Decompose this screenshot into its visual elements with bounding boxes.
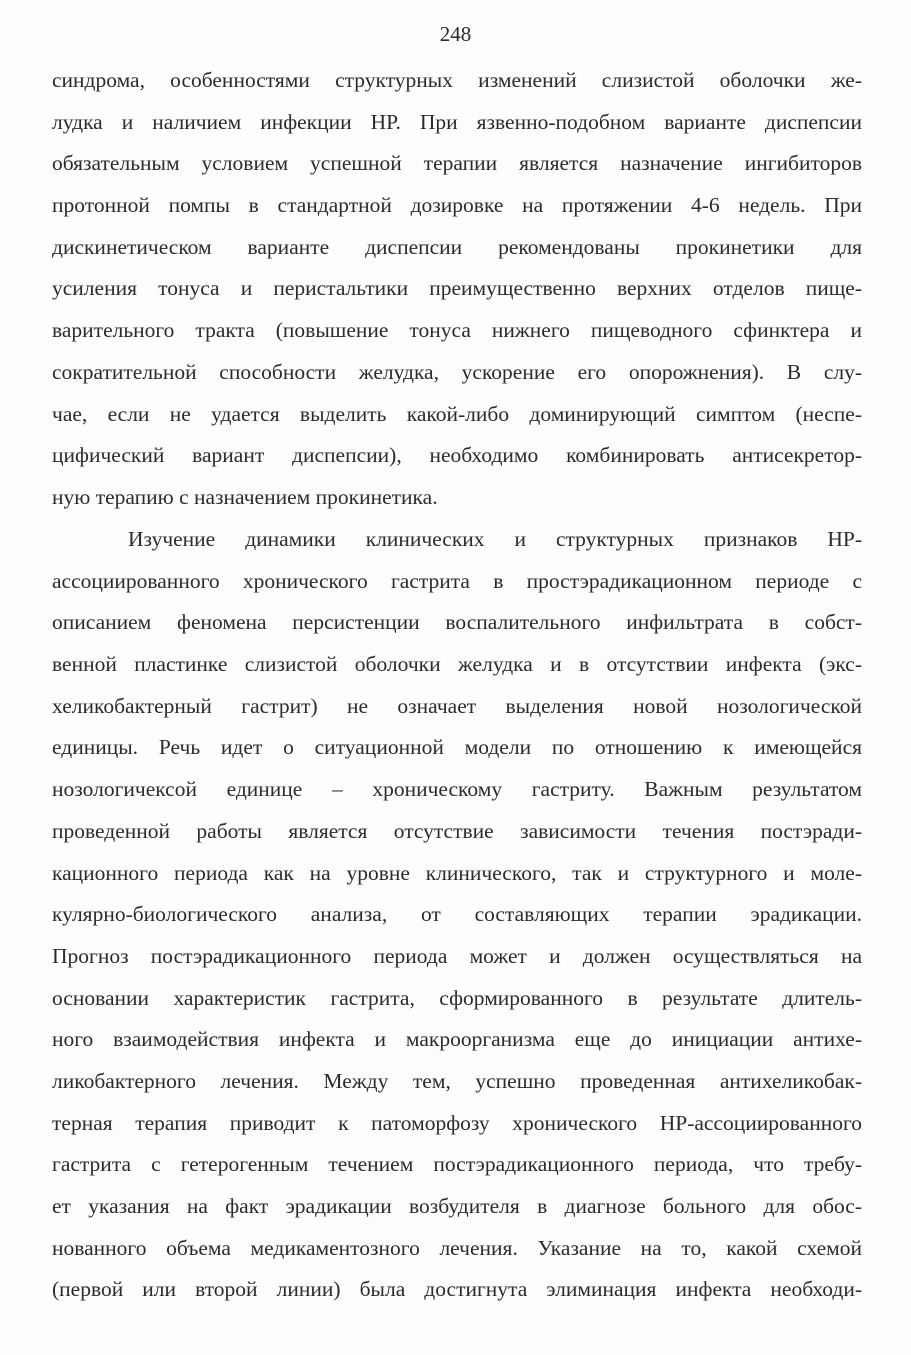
text-line: сократительной способности желудка, ускорение его опорожнения). В слу- [52, 359, 862, 384]
text-line: кационного периода как на уровне клинического, так и структурного и моле- [52, 860, 862, 885]
text-line: основании характеристик гастрита, сформированного в результате длитель- [52, 985, 862, 1010]
text-line: описанием феномена персистенции воспалительного инфильтрата в собст- [52, 610, 862, 635]
text-line: гастрита с гетерогенным течением постэрадикационного периода, что требу- [52, 1152, 862, 1177]
text-line: обязательным условием успешной терапии является назначение ингибиторов [52, 151, 862, 176]
text-line: ного взаимодействия инфекта и макроорганизма еще до инициации антихе- [52, 1027, 862, 1052]
text-line: терная терапия приводит к патоморфозу хронического НР-ассоциированного [52, 1110, 862, 1135]
paragraph-1 [52, 60, 862, 519]
text-line: ет указания на факт эрадикации возбудителя в диагнозе больного для обос- [52, 1194, 862, 1218]
text-line: единицы. Речь идет о ситуационной модели по отношению к имеющейся [52, 735, 862, 760]
text-line: дискинетическом варианте диспепсии рекомендованы прокинетики для [52, 234, 862, 259]
text-line: хеликобактерный гастрит) не означает выделения новой нозологической [52, 693, 862, 718]
text-line: венной пластинке слизистой оболочки желудка и в отсутствии инфекта (экс- [52, 652, 862, 677]
text-line: (первой или второй линии) была достигнута элиминация инфекта необходи- [52, 1277, 862, 1302]
text-line: кулярно-биологического анализа, от составляющих терапии эрадикации. [52, 902, 862, 927]
text-line: ную терапию с назначением прокинетика. [52, 484, 438, 509]
text-line: нозологичексой единице – хроническому гастриту. Важным результатом [52, 777, 862, 802]
text-line: цифический вариант диспепсии), необходимо комбинировать антисекретор- [52, 443, 862, 468]
text-line: протонной помпы в стандартной дозировке на протяжении 4-6 недель. При [52, 193, 862, 218]
text-line: варительного тракта (повышение тонуса нижнего пищеводного сфинктера и [52, 318, 862, 343]
text-line: усиления тонуса и перистальтики преимущественно верхних отделов пище- [52, 276, 862, 301]
text-line: нованного объема медикаментозного лечения. Указание на то, какой схемой [52, 1235, 862, 1260]
text-line: проведенной работы является отсутствие зависимости течения постэради- [52, 818, 862, 843]
text-line: синдрома, особенностями структурных изменений слизистой оболочки же- [52, 68, 862, 92]
text-line: ассоциированного хронического гастрита в простэрадикационном периоде с [52, 568, 862, 593]
text-line: Изучение динамики клинических и структурных признаков НР- [128, 527, 862, 551]
text-line: чае, если не удается выделить какой-либо доминирующий симптом (неспе- [52, 401, 862, 426]
text-line: лудка и наличием инфекции НР. При язвенно-подобном варианте диспепсии [52, 109, 862, 134]
paragraph-2 [52, 519, 862, 1311]
text-line: ликобактерного лечения. Между тем, успешно проведенная антихеликобак- [52, 1068, 862, 1093]
page-number: 248 [439, 22, 472, 46]
text-line: Прогноз постэрадикационного периода может и должен осуществляться на [52, 943, 862, 968]
